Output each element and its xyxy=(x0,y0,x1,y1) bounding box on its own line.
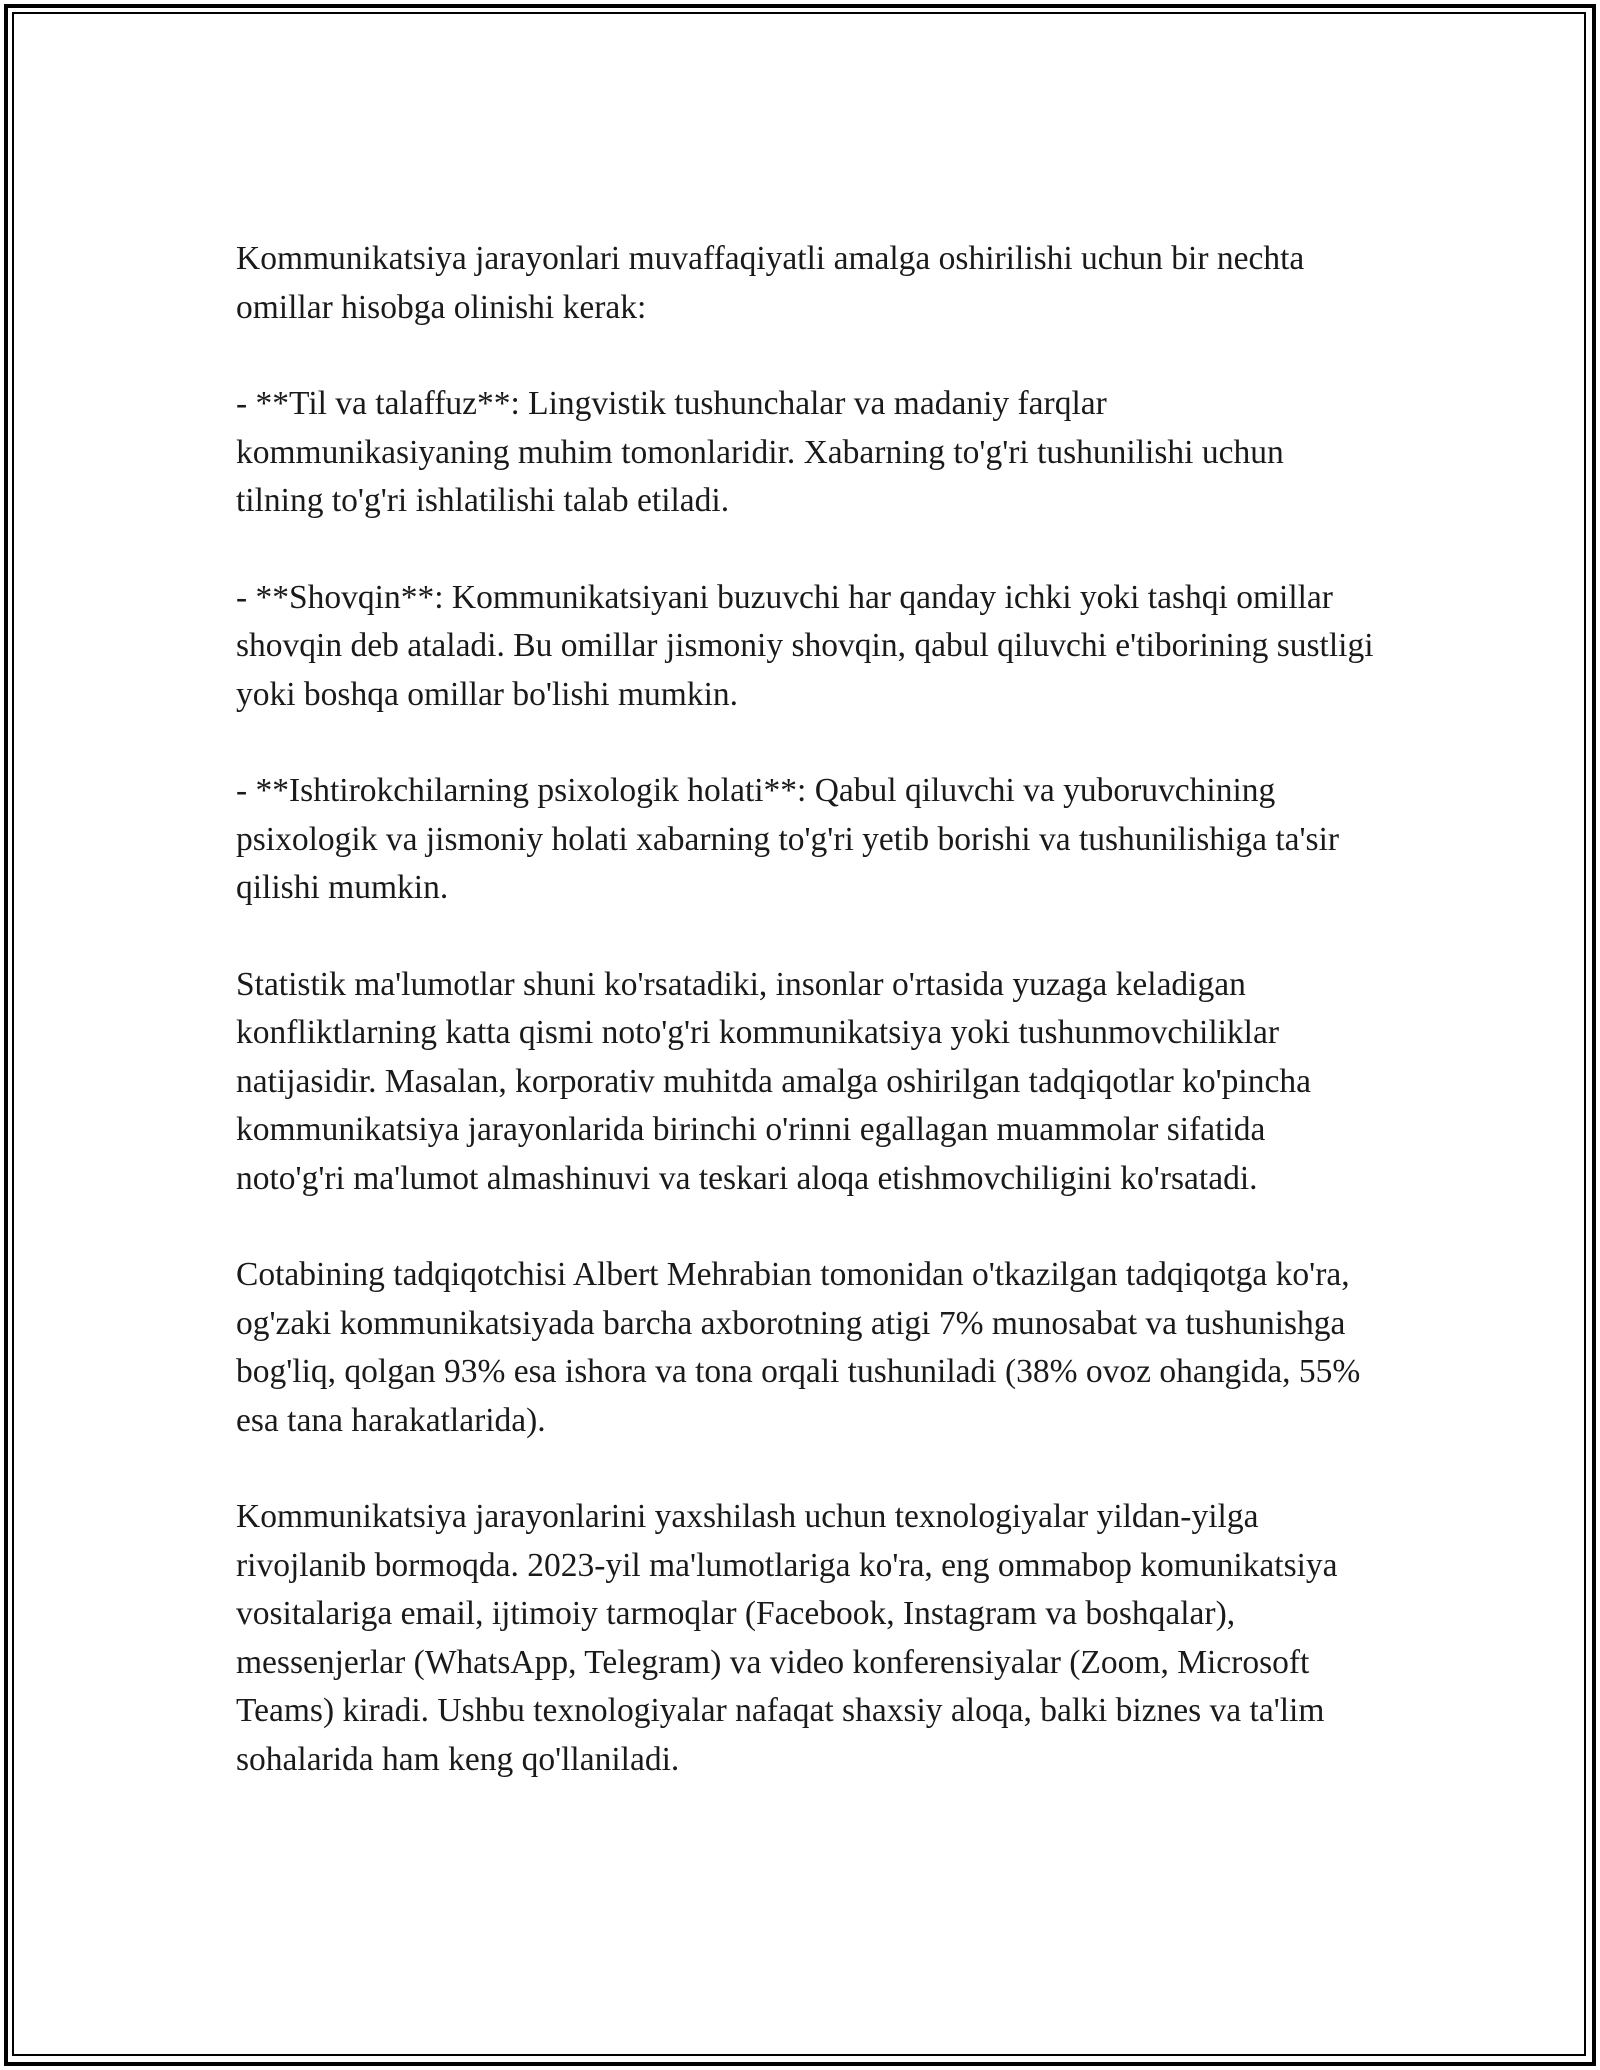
statistics-paragraph: Statistik ma'lumotlar shuni ko'rsatadiki, insonlar o'rtasida yuzaga keladigan konfliktlarning katta qismi noto'g'ri kommunikatsiya yoki tushunmovchiliklar natijasidir. Masalan, korporativ muhitda amalga oshirilgan tadqiqotlar ko'pincha kommunikatsiya jarayonlarida birinchi o'rinni egallagan muammolar sifatida noto'g'ri ma'lumot almashinuvi va teskari aloqa etishmovchiligini ko'rsatadi. xyxy=(236,965,1311,1197)
intro-paragraph: Kommunikatsiya jarayonlari muvaffaqiyatli amalga oshirilishi uchun bir nechta omillar hisobga olinishi kerak: xyxy=(236,240,1305,326)
bullet-language: - **Til va talaffuz**: Lingvistik tushunchalar va madaniy farqlar kommunikasiyaning muhim tomonlaridir. Xabarning to'g'ri tushunilishi uchun tilning to'g'ri ishlatilishi talab etiladi. xyxy=(236,385,1284,519)
technology-paragraph: Kommunikatsiya jarayonlarini yaxshilash uchun texnologiyalar yildan-yilga rivojlanib bormoqda. 2023-yil ma'lumotlariga ko'ra, eng ommabop komunikatsiya vositalariga email, ijtimoiy tarmoqlar (Facebook, Instagram va boshqalar), messenjerlar (WhatsApp, Telegram) va video konferensiyalar (Zoom, Microsoft Teams) kiradi. Ushbu texnologiyalar nafaqat shaxsiy aloqa, balki biznes va ta'lim sohalarida ham keng qo'llaniladi. xyxy=(236,1498,1338,1778)
bullet-noise: - **Shovqin**: Kommunikatsiyani buzuvchi har qanday ichki yoki tashqi omillar shovqin deb ataladi. Bu omillar jismoniy shovqin, qabul qiluvchi e'tiborining sustligi yoki boshqa omillar bo'lishi mumkin. xyxy=(236,578,1374,713)
bullet-psychology: - **Ishtirokchilarning psixologik holati**: Qabul qiluvchi va yuboruvchining psixologik va jismoniy holati xabarning to'g'ri yetib borishi va tushunilishiga ta'sir qilishi mumkin. xyxy=(236,772,1340,906)
document-body xyxy=(236,235,1376,1832)
mehrabian-paragraph: Cotabining tadqiqotchisi Albert Mehrabian tomonidan o'tkazilgan tadqiqotga ko'ra, og'zaki kommunikatsiyada barcha axborotning atigi 7% munosabat va tushunishga bog'liq, qolgan 93% esa ishora va tona orqali tushuniladi (38% ovoz ohangida, 55% esa tana harakatlarida). xyxy=(236,1256,1361,1439)
